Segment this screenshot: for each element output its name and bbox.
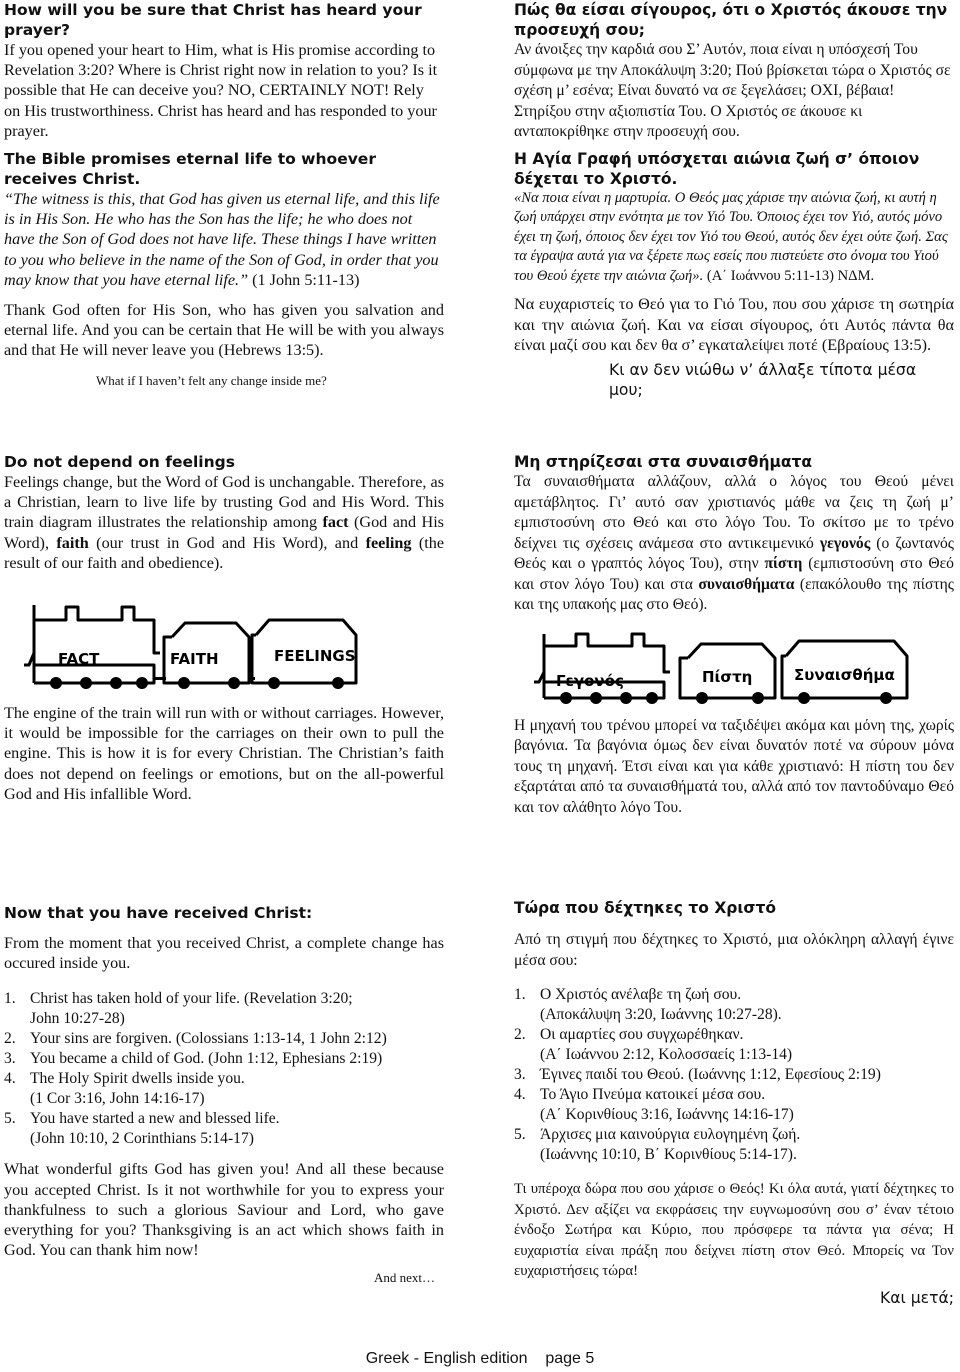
- quote-1john-gr: [514, 189, 954, 287]
- changes-list-en: [4, 989, 444, 1149]
- list-item: [514, 1065, 954, 1085]
- item-line: Το Άγιο Πνεύμα κατοικεί μέσα σου.: [540, 1086, 766, 1103]
- item-line: The Holy Spirit dwells inside you.: [30, 1070, 245, 1088]
- paragraph-feelings-gr: [514, 472, 954, 616]
- item-line: Άρχισες μια καινούργια ευλογημένη ζωή.: [540, 1126, 801, 1143]
- section-feelings-en: [4, 452, 444, 804]
- paragraph-thank-gr: Να ευχαριστείς το Θεό για το Γιό Του, που σου χάρισε τη σωτηρία και την αιώνια ζωή. Και να είσαι σίγουρος, ότι Αυτός πάντα θα είναι μαζί σου και δεν θα σ’ εγκαταλείψει ποτέ (Εβραίους 13:5).: [514, 295, 954, 354]
- item-text: [540, 1125, 800, 1165]
- list-item: [4, 1049, 444, 1069]
- item-line: (Αποκάλυψη 3:20, Ιωάννης 10:27-28).: [540, 1006, 782, 1023]
- item-text: [540, 1085, 794, 1125]
- engine-outline: [34, 605, 160, 653]
- paragraph-gifts-gr: Τι υπέροχα δώρα που σου χάρισε ο Θεός! Κι όλα αυτά, γιατί δέχτηκες το Χριστό. Δεν αξίζει να εκφράσεις την ευγνωμοσύνη σου σ’ έναν τέτοιο ένδοξο Σωτήρα και Κύριο, που πρόσφερε τα πάντα για σένα; Η ευχαριστία είναι πράξη που δείχνει πίστη στον Θεό. Μπορείς να Τον ευχαριστήσεις τώρα!: [514, 1181, 954, 1279]
- term-faith: πίστη: [764, 555, 803, 572]
- text-run: (the result of our faith and obedience).: [4, 533, 445, 572]
- text-run: Τα συναισθήματα αλλάζουν, αλλά ο λόγος του Θεού μένει αμετάβλητος. Γι’ αυτό σαν χριστιανός μάθε να ζεις τη ζωή μ’ εμπιστοσύνη στο Θεό και στο λόγο Του. Το σκίτσο με το τρένο δείχνει τις σχέσεις ανάμεσα στο αντικειμενικό: [514, 473, 954, 552]
- item-line: (Α΄ Ιωάννου 2:12, Κολοσσαείς 1:13-14): [540, 1046, 793, 1063]
- train-label-feelings: Συναισθήμα: [794, 665, 895, 684]
- item-line: You have started a new and blessed life.: [30, 1110, 280, 1128]
- paragraph-engine-en: The engine of the train will run with or without carriages. However, it would be impossible for the carriages on their own to pull the engine. This is how it is for every Christian. The Christian’s faith does not depend on feelings or emotions, but on the all-powerful God and His infallible Word.: [4, 704, 444, 803]
- list-item: [514, 985, 954, 1025]
- section-received-en: [4, 903, 444, 1289]
- paragraph-change-gr: Από τη στιγμή που δέχτηκες το Χριστό, μια ολόκληρη αλλαγή έγινε μέσα σου:: [514, 931, 954, 969]
- item-text: [540, 985, 782, 1025]
- text-run: (ο ζωντανός Θεός και ο γραπτός λόγος Του), στην: [514, 534, 954, 572]
- item-number: 2.: [514, 1026, 526, 1043]
- train-label-fact: FACT: [58, 650, 100, 669]
- term-feeling: feeling: [365, 533, 412, 552]
- section-assurance-gr: [514, 0, 954, 401]
- and-next-en: And next…: [374, 1270, 436, 1286]
- next-question-gr: Κι αν δεν νιώθω ν’ άλλαξε τίποτα μέσα μου;: [609, 360, 917, 399]
- section-received-gr: [514, 898, 954, 1308]
- list-item: [4, 1069, 444, 1109]
- item-number: 3.: [4, 1050, 16, 1068]
- item-line: Christ has taken hold of your life. (Revelation 3:20;: [30, 990, 353, 1008]
- list-item: [514, 1085, 954, 1125]
- item-number: 2.: [4, 1030, 16, 1048]
- engine-outline: [544, 634, 670, 672]
- item-line: John 10:27-28): [30, 1010, 125, 1028]
- paragraph-change-en: From the moment that you received Christ, a complete change has occured inside you.: [4, 934, 444, 973]
- item-number: 5.: [514, 1126, 526, 1143]
- list-item: [514, 1125, 954, 1165]
- list-item: [4, 1029, 444, 1049]
- item-number: 3.: [514, 1066, 526, 1083]
- changes-list-gr: [514, 985, 954, 1165]
- item-line: (Α΄ Κορινθίους 3:16, Ιωάννης 14:16-17): [540, 1106, 794, 1123]
- paragraph-promise-en: If you opened your heart to Him, what is His promise according to Revelation 3:20? Where is Christ right now in relation to you? Is it possible that He can deceive you? NO, CERTAINLY NOT! Rely on His trustworthiness. Christ has heard and has responded to your prayer.: [4, 41, 438, 140]
- page-number: page 5: [545, 1350, 595, 1367]
- heading-eternal-life-en: The Bible promises eternal life to whoever receives Christ.: [4, 150, 376, 189]
- item-text: You became a child of God. (John 1:12, Ephesians 2:19): [30, 1050, 383, 1068]
- section-assurance-en: [4, 0, 444, 391]
- term-fact: γεγονός: [819, 534, 871, 552]
- item-text: [30, 1069, 245, 1109]
- heading-assurance-en: How will you be sure that Christ has heard your prayer?: [4, 1, 422, 39]
- item-line: Οι αμαρτίες σου συγχωρέθηκαν.: [540, 1026, 744, 1043]
- list-item: [4, 989, 444, 1029]
- train-diagram-en: [4, 595, 444, 691]
- item-line: (Ιωάννης 10:10, Β΄ Κορινθίους 5:14-17).: [540, 1146, 797, 1163]
- item-number: 5.: [4, 1110, 16, 1128]
- list-item: [4, 1109, 444, 1149]
- heading-feelings-gr: Μη στηρίζεσαι στα συναισθήματα: [514, 453, 813, 471]
- heading-assurance-gr: Πώς θα είσαι σίγουρος, ότι ο Χριστός άκουσε την προσευχή σου;: [514, 1, 948, 39]
- text-run: Feelings change, but the Word of God is unchangable. Therefore, as a Christian, learn to live life by trusting God and His Word. This train diagram illustrates the relationship among: [4, 473, 444, 532]
- term-faith: faith: [56, 533, 89, 552]
- page-footer: [0, 1350, 960, 1368]
- quote-ref: (1 John 5:11-13): [252, 270, 360, 289]
- edition-label: Greek - English edition: [365, 1350, 528, 1367]
- train-label-faith: FAITH: [170, 650, 219, 669]
- train-label-faith: Πίστη: [702, 667, 753, 686]
- item-line: (John 10:10, 2 Corinthians 5:14-17): [30, 1130, 254, 1148]
- text-run: (our trust in God and His Word), and: [88, 533, 366, 552]
- item-text: [30, 1109, 280, 1149]
- train-diagram-gr: [514, 624, 954, 706]
- quote-text: «Να ποια είναι η μαρτυρία. Ο Θεός μας χάρισε την αιώνια ζωή, κι αυτή η ζωή υπάρχει στην ενότητα με τον Υιό Του. Όποιος έχει τον Υιό, αυτός μόνο έχει τη ζωή, όποιος δεν έχει τον Υιό του Θεού, αυτός δεν έχει ούτε ζωή. Σας τα έγραψα αυτά για να ξέρετε πως εσείς που πιστεύετε στο όνομα του Υιού του Θεού έχετε την αιώνια ζωή».: [514, 189, 948, 284]
- heading-eternal-life-gr: Η Αγία Γραφή υπόσχεται αιώνια ζωή σ’ όποιον δέχεται το Χριστό.: [514, 149, 920, 188]
- item-text: Έγινες παιδί του Θεού. (Ιωάννης 1:12, Εφεσίους 2:19): [540, 1066, 881, 1083]
- heading-received-gr: Τώρα που δέχτηκες το Χριστό: [514, 899, 777, 917]
- item-text: Your sins are forgiven. (Colossians 1:13-14, 1 John 2:12): [30, 1030, 387, 1048]
- item-line: Ο Χριστός ανέλαβε τη ζωή σου.: [540, 986, 742, 1003]
- quote-text: “The witness is this, that God has given us eternal life, and this life is in His Son. He who has the Son has the life; he who does not have the Son of God does not have life. These things I have written to you who believe in the name of the Son of God, in order that you may know that you have eternal life.”: [4, 190, 440, 289]
- item-number: 4.: [4, 1070, 16, 1088]
- item-line: (1 Cor 3:16, John 14:16-17): [30, 1090, 205, 1108]
- paragraph-feelings-en: [4, 472, 444, 573]
- quote-1john-en: [4, 189, 444, 290]
- list-item: [514, 1025, 954, 1065]
- paragraph-thank-en: Thank God often for His Son, who has given you salvation and eternal life. And you can be certain that He will be with you always and that He will never leave you (Hebrews 13:5).: [4, 301, 444, 360]
- section-feelings-gr: [514, 452, 954, 818]
- text-run: (επακόλουθο της πίστης και της υπακοής μας στο Θεό).: [514, 575, 954, 613]
- item-number: 4.: [514, 1086, 526, 1103]
- term-fact: fact: [322, 513, 349, 532]
- item-number: 1.: [514, 986, 526, 1003]
- quote-ref: (Α΄ Ιωάννου 5:11-13) ΝΔΜ.: [706, 267, 875, 284]
- paragraph-engine-gr: Η μηχανή του τρένου μπορεί να ταξιδέψει ακόμα και μόνη της, χωρίς βαγόνια. Τα βαγόνια όμως δεν είναι δυνατόν ποτέ να σύρουν μόνα τους τη μηχανή. Έτσι είναι και για κάθε χριστιανό: Η πίστη του δεν εξαρτάται από τα συναισθήματά του, αλλά από τον παντοδύναμο Θεό και τον αλάθητο λόγο Του.: [514, 716, 954, 816]
- train-label-feelings: FEELINGS: [274, 647, 356, 666]
- next-question-en: What if I haven’t felt any change inside me?: [96, 372, 327, 388]
- train-label-fact: Γεγονός: [556, 671, 624, 690]
- heading-received-en: Now that you have received Christ:: [4, 904, 313, 922]
- paragraph-promise-gr: Αν άνοιξες την καρδιά σου Σ’ Αυτόν, ποια είναι η υπόσχεσή Του σύμφωνα με την Αποκάλυψη 3:20; Πού βρίσκεται τώρα ο Χριστός σε σχέση μ’ εσένα; Είναι δυνατό να σε ξεγελάσει; ΟΧΙ, βέβαια! Στηρίξου στην αξιοπιστία Του. Ο Χριστός σε άκουσε κι ανταποκρίθηκε στην προσευχή σου.: [514, 41, 951, 140]
- text-run: (God and His Word),: [4, 513, 444, 552]
- term-feeling: συναισθήματα: [698, 575, 795, 593]
- paragraph-gifts-en: What wonderful gifts God has given you! And all these because you accepted Christ. Is it not worthwhile for you to express your thankfulness to such a glorious Saviour and Lord, who gave everything for you? Thanksgiving is an act which shows faith in God. You can thank him now!: [4, 1160, 444, 1260]
- item-text: [540, 1025, 792, 1065]
- text-run: (εμπιστοσύνη στο Θεό και στον λόγο Του) και στα: [514, 555, 954, 593]
- heading-feelings-en: Do not depend on feelings: [4, 453, 235, 471]
- item-text: [30, 989, 353, 1029]
- and-next-gr: Και μετά;: [879, 1288, 954, 1307]
- item-number: 1.: [4, 990, 16, 1008]
